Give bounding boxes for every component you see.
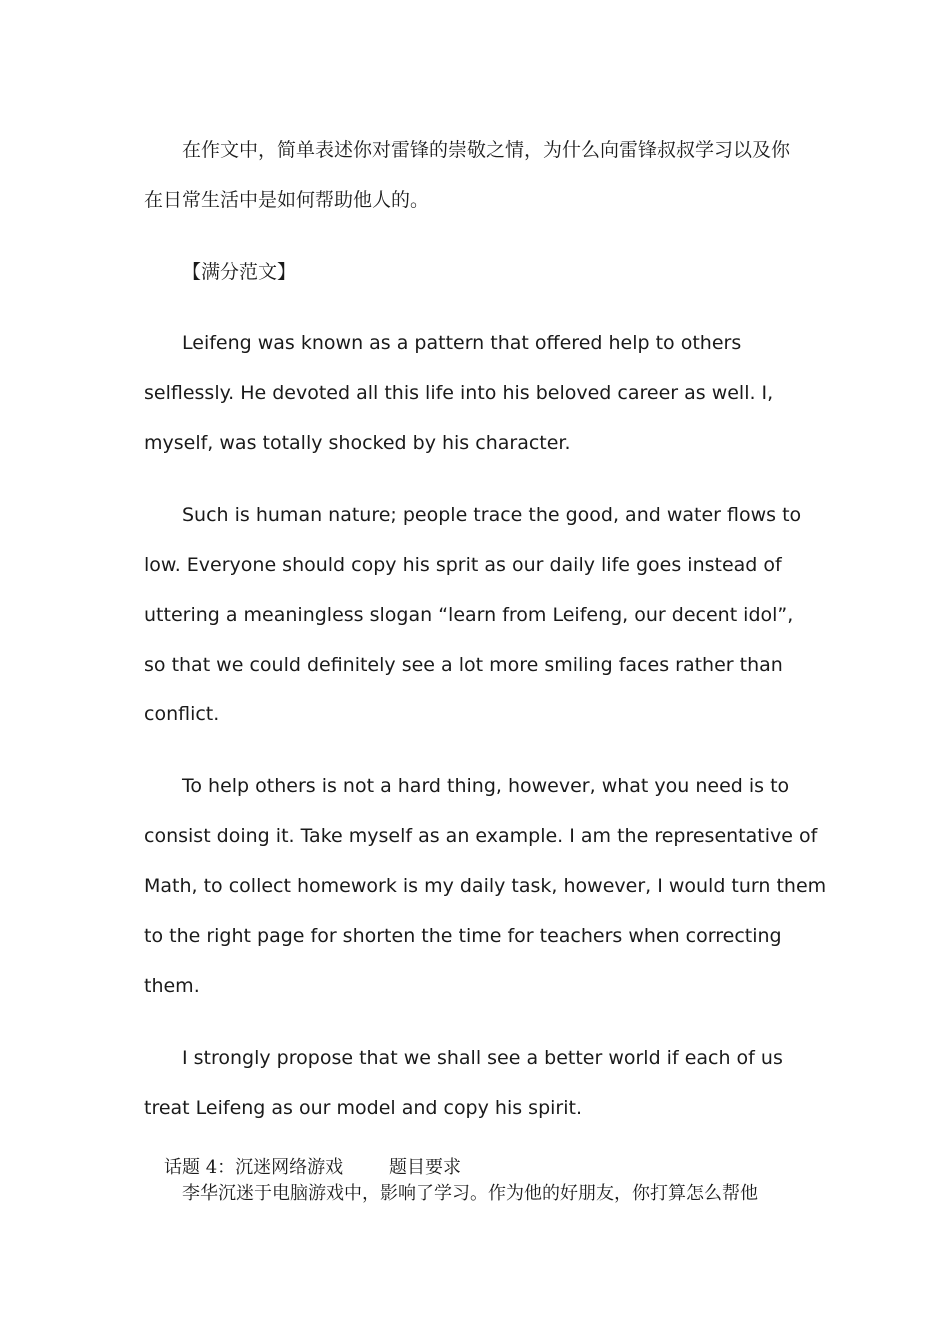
essay-p1-line-3: myself, was totally shocked by his character. (144, 432, 571, 454)
essay-p3-line-1: To help others is not a hard thing, however, what you need is to (182, 775, 790, 797)
essay-p4-line-2: treat Leifeng as our model and copy his spirit. (144, 1097, 582, 1119)
essay-p2-line-1: Such is human nature; people trace the good, and water flows to (182, 504, 802, 526)
topic-4-heading: 话题 4：沉迷网络游戏 题目要求 (164, 1157, 461, 1178)
essay-p3-line-5: them. (144, 975, 200, 997)
essay-p4-line-1: I strongly propose that we shall see a better world if each of us (182, 1047, 783, 1069)
intro-line-2: 在日常生活中是如何帮助他人的。 (144, 189, 430, 211)
intro-line-1: 在作文中，简单表述你对雷锋的崇敬之情，为什么向雷锋叔叔学习以及你 (182, 139, 791, 161)
essay-p3-line-2: consist doing it. Take myself as an example. I am the representative of (144, 825, 818, 847)
essay-p2-line-4: so that we could definitely see a lot more smiling faces rather than (144, 654, 783, 676)
essay-p1-line-2: selflessly. He devoted all this life into his beloved career as well. I, (144, 382, 774, 404)
essay-p3-line-3: Math, to collect homework is my daily task, however, I would turn them (144, 875, 827, 897)
essay-p1-line-1: Leifeng was known as a pattern that offered help to others (182, 332, 742, 354)
section-heading: 【满分范文】 (182, 261, 297, 283)
essay-p2-line-5: conflict. (144, 703, 220, 725)
essay-p2-line-2: low. Everyone should copy his sprit as our daily life goes instead of (144, 554, 782, 576)
essay-p3-line-4: to the right page for shorten the time for teachers when correcting (144, 925, 782, 947)
essay-p2-line-3: uttering a meaningless slogan “learn from Leifeng, our decent idol”, (144, 604, 794, 626)
topic-4-requirement-line: 李华沉迷于电脑游戏中，影响了学习。作为他的好朋友，你打算怎么帮他 (182, 1183, 758, 1204)
